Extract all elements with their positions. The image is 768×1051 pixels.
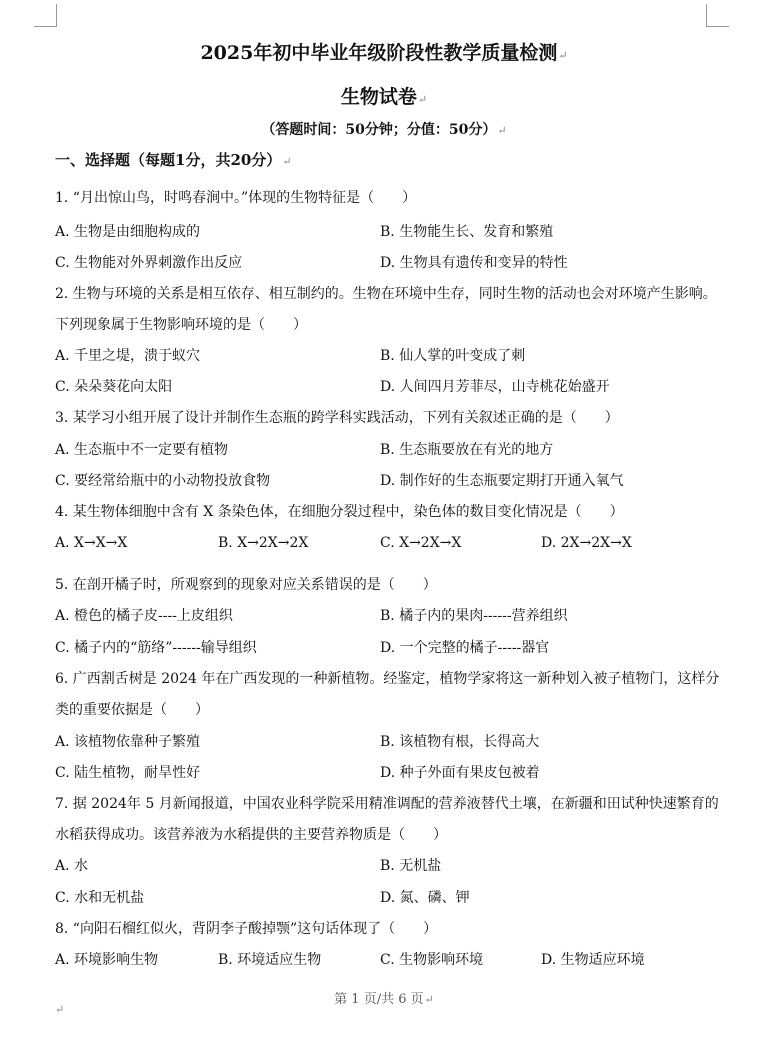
q1-option-d: D. 生物具有遗传和变异的特性 — [380, 255, 568, 271]
q8-option-a: A. 环境影响生物 — [55, 952, 159, 968]
q3-option-d: D. 制作好的生态瓶要定期打开通入氧气 — [380, 473, 624, 489]
q7-option-a: A. 水 — [55, 858, 89, 874]
exam-title: 2025年初中毕业年级阶段性教学质量检测↵ — [200, 42, 568, 64]
question-2-stem-cont: 下列现象属于生物影响环境的是（ ） — [55, 317, 307, 333]
question-2-stem: 2. 生物与环境的关系是相互依存、相互制约的。生物在环境中生存，同时生物的活动也会对环境产生影响。 — [55, 286, 717, 302]
q8-option-b: B. 环境适应生物 — [218, 952, 322, 968]
q8-option-d: D. 生物适应环境 — [541, 952, 645, 968]
paragraph-mark: ↵ — [55, 1003, 65, 1016]
question-3-stem: 3. 某学习小组开展了设计并制作生态瓶的跨学科实践活动，下列有关叙述正确的是（ ） — [55, 410, 619, 426]
q4-option-d: D. 2X→2X→X — [541, 535, 632, 551]
q8-option-c: C. 生物影响环境 — [380, 952, 484, 968]
question-5-stem: 5. 在剖开橘子时，所观察到的现象对应关系错误的是（ ） — [55, 577, 437, 593]
q6-option-b: B. 该植物有根，长得高大 — [380, 734, 540, 750]
question-6-stem: 6. 广西割舌树是 2024 年在广西发现的一种新植物。经鉴定，植物学家将这一新种划入被子植物门，这样分 — [55, 671, 720, 687]
q2-option-d: D. 人间四月芳菲尽，山寺桃花始盛开 — [380, 379, 610, 395]
q2-option-c: C. 朵朵葵花向太阳 — [55, 379, 173, 395]
question-6-stem-cont: 类的重要依据是（ ） — [55, 702, 209, 718]
crop-mark-top-left — [34, 4, 57, 27]
q2-option-a: A. 千里之堤，溃于蚁穴 — [55, 348, 201, 364]
q6-option-c: C. 陆生植物，耐旱性好 — [55, 765, 201, 781]
q1-option-c: C. 生物能对外界刺激作出反应 — [55, 255, 243, 271]
q3-option-b: B. 生态瓶要放在有光的地方 — [380, 442, 554, 458]
question-7-stem-cont: 水稻获得成功。该营养液为水稻提供的主要营养物质是（ ） — [55, 827, 447, 843]
q3-option-a: A. 生态瓶中不一定要有植物 — [55, 442, 229, 458]
q2-option-b: B. 仙人掌的叶变成了刺 — [380, 348, 526, 364]
q7-option-c: C. 水和无机盐 — [55, 890, 145, 906]
page-footer: 第 1 页/共 6 页↵ — [334, 992, 434, 1007]
question-4-stem: 4. 某生物体细胞中含有 X 条染色体，在细胞分裂过程中，染色体的数目变化情况是（ ） — [55, 504, 624, 520]
q1-option-a: A. 生物是由细胞构成的 — [55, 224, 201, 240]
exam-subtitle: 生物试卷↵ — [340, 86, 428, 108]
q5-option-c: C. 橘子内的“筋络”------输导组织 — [55, 640, 257, 656]
crop-mark-top-right — [706, 4, 729, 27]
question-8-stem: 8. “向阳石榴红似火，背阴李子酸掉颚”这句话体现了（ ） — [55, 921, 438, 937]
question-1-stem: 1. “月出惊山鸟，时鸣春涧中。”体现的生物特征是（ ） — [55, 190, 417, 206]
exam-info: （答题时间：50分钟；分值：50分）↵ — [261, 122, 507, 138]
q5-option-b: B. 橘子内的果肉------营养组织 — [380, 608, 568, 624]
q7-option-d: D. 氮、磷、钾 — [380, 890, 470, 906]
q6-option-a: A. 该植物依靠种子繁殖 — [55, 734, 201, 750]
question-7-stem: 7. 据 2024年 5 月新闻报道，中国农业科学院采用精准调配的营养液替代土壤，在新疆和田试种快速繁育的 — [55, 796, 719, 812]
q1-option-b: B. 生物能生长、发育和繁殖 — [380, 224, 554, 240]
section-heading: 一、选择题（每题1分，共20分）↵ — [55, 151, 292, 169]
q4-option-b: B. X→2X→2X — [218, 535, 309, 551]
q7-option-b: B. 无机盐 — [380, 858, 442, 874]
q4-option-a: A. X→X→X — [55, 535, 128, 551]
q4-option-c: C. X→2X→X — [380, 535, 462, 551]
q3-option-c: C. 要经常给瓶中的小动物投放食物 — [55, 473, 271, 489]
q6-option-d: D. 种子外面有果皮包被着 — [380, 765, 540, 781]
q5-option-d: D. 一个完整的橘子-----器官 — [380, 640, 550, 656]
q5-option-a: A. 橙色的橘子皮----上皮组织 — [55, 608, 233, 624]
